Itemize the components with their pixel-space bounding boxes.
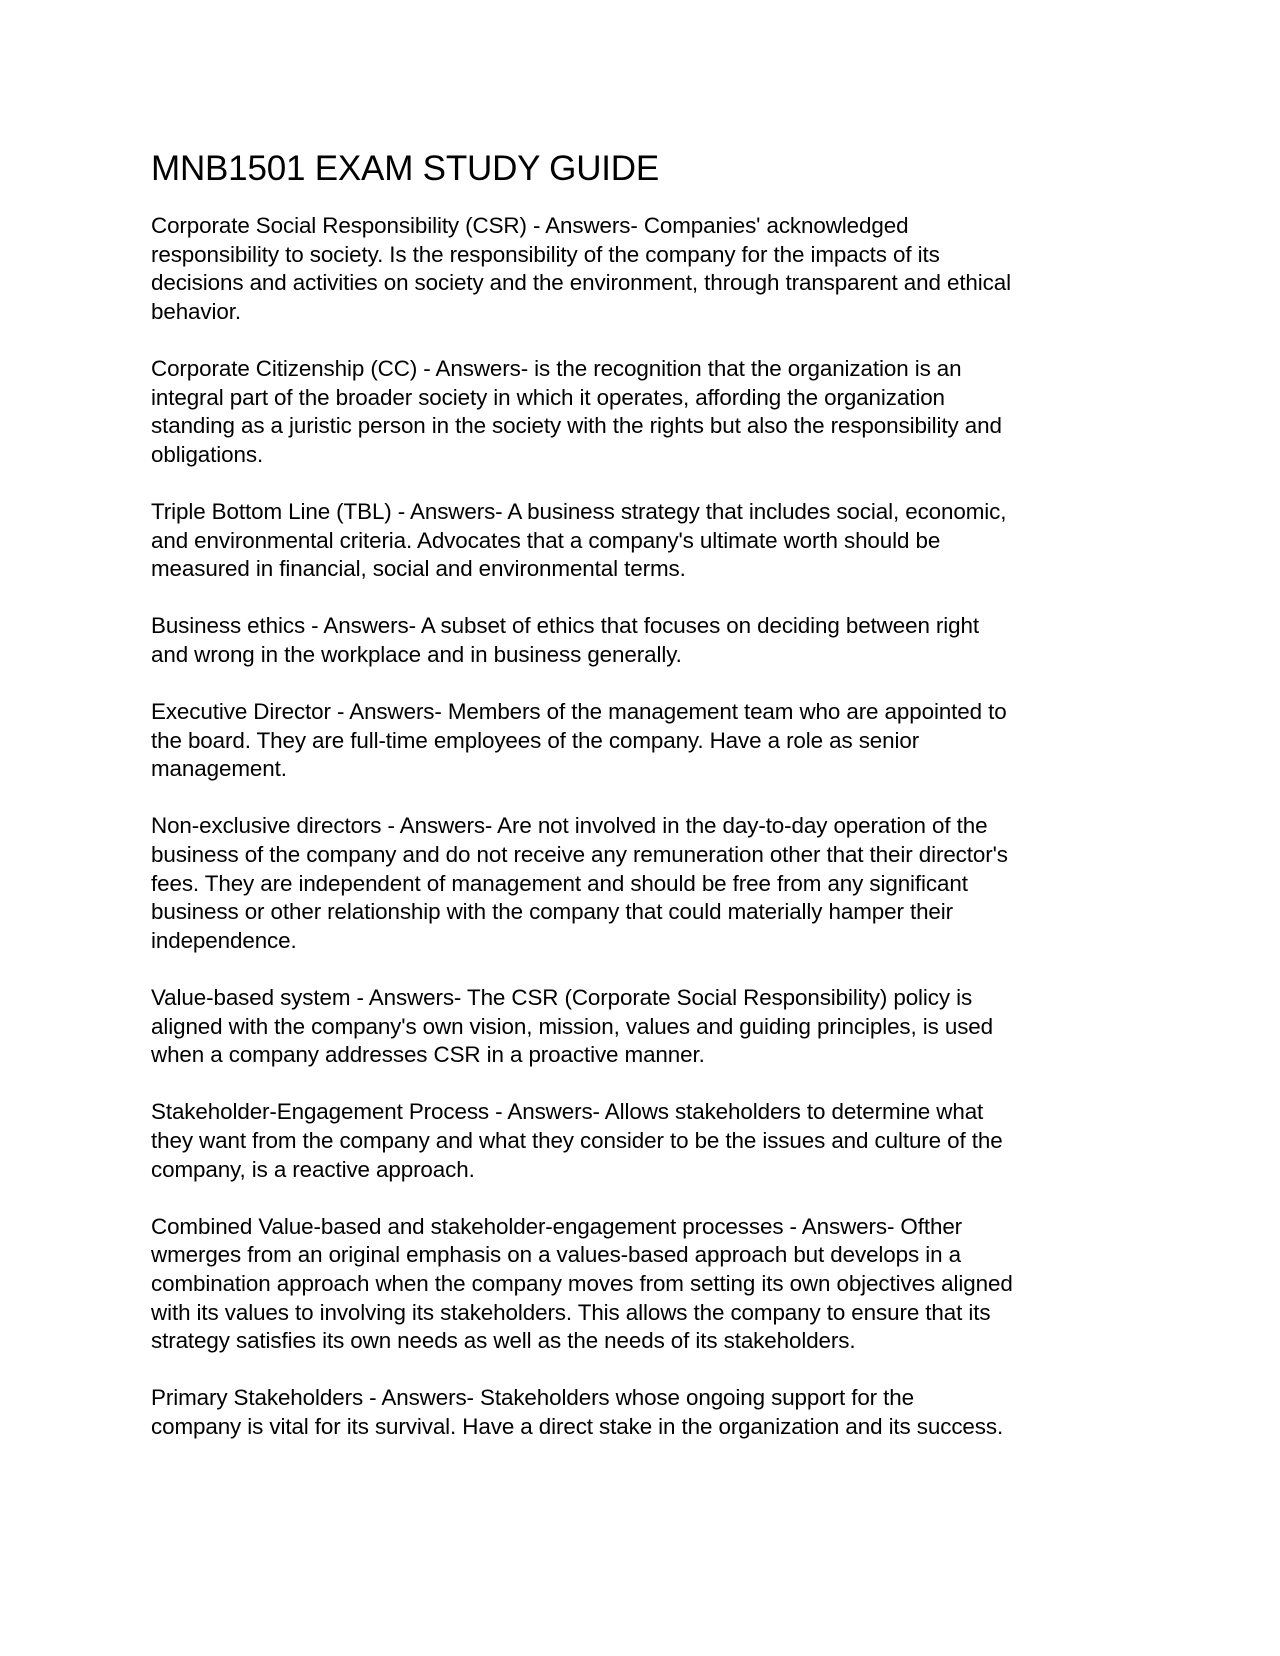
entry-line: they want from the company and what they consider to be the issues and culture of the [151,1128,1003,1153]
entry-line: wmerges from an original emphasis on a values-based approach but develops in a [151,1242,961,1268]
page-content [151,148,1141,1470]
entry-line: Primary Stakeholders - Answers- Stakeholders whose ongoing support for the [151,1385,914,1411]
entry-line: the board. They are full-time employees of the company. Have a role as senior [151,727,920,753]
entry-line: combination approach when the company moves from setting its own objectives aligned [151,1270,1013,1296]
entry-line: Value-based system - Answers- The CSR (Corporate Social Responsibility) policy is [151,985,973,1011]
entry-line: and environmental criteria. Advocates that a company's ultimate worth should be [151,527,941,553]
study-entry [151,498,1141,584]
entry-line: integral part of the broader society in which it operates, affording the organization [151,384,945,410]
entry-line: when a company addresses CSR in a proactive manner. [151,1042,705,1068]
study-entry [151,812,1141,955]
entry-line: aligned with the company's own vision, mission, values and guiding principles, is used [151,1013,994,1039]
study-entry [151,698,1141,784]
entry-line: independence. [151,927,297,953]
entry-line: Stakeholder-Engagement Process - Answers- Allows stakeholders to determine what [151,1099,984,1125]
entry-line: Triple Bottom Line (TBL) - Answers- A business strategy that includes social, economic, [151,498,1007,524]
entry-line: Combined Value-based and stakeholder-engagement processes - Answers- Ofther [151,1213,963,1239]
entry-line: business of the company and do not receive any remuneration other that their director's [151,842,1008,868]
entry-line: with its values to involving its stakeholders. This allows the company to ensure that its [151,1299,991,1325]
entry-line: company, is a reactive approach. [151,1156,475,1182]
entry-list [151,212,1141,1442]
study-entry [151,355,1141,469]
entry-line: business or other relationship with the company that could materially hamper their [151,899,954,925]
page-title: MNB1501 EXAM STUDY GUIDE [151,149,660,188]
entry-line: responsibility to society. Is the responsibility of the company for the impacts of its [151,241,940,267]
entry-line: Non-exclusive directors - Answers- Are not involved in the day-to-day operation of the [151,813,988,839]
entry-line: fees. They are independent of management and should be free from any significant [151,870,968,896]
entry-line: strategy satisfies its own needs as well as the needs of its stakeholders. [151,1328,856,1354]
entry-line: Corporate Social Responsibility (CSR) - Answers- Companies' acknowledged [151,213,909,238]
entry-line: Executive Director - Answers- Members of the management team who are appointed to [151,699,1007,725]
entry-line: and wrong in the workplace and in business generally. [151,641,682,667]
entry-line: Corporate Citizenship (CC) - Answers- is the recognition that the organization is an [151,355,962,381]
entry-line: company is vital for its survival. Have a direct stake in the organization and its success. [151,1413,1004,1439]
study-entry [151,212,1141,326]
entry-line: measured in financial, social and environmental terms. [151,556,686,582]
entry-line: management. [151,756,287,782]
entry-line: Business ethics - Answers- A subset of ethics that focuses on deciding between right [151,613,979,639]
entry-line: obligations. [151,441,264,467]
entry-line: decisions and activities on society and the environment, through transparent and ethical [151,270,1011,296]
study-entry [151,1098,1141,1184]
entry-line: behavior. [151,298,241,324]
study-entry [151,1213,1141,1356]
study-entry [151,984,1141,1070]
study-entry [151,612,1141,669]
study-entry [151,1384,1141,1441]
entry-line: standing as a juristic person in the society with the rights but also the responsibility and [151,413,1002,439]
